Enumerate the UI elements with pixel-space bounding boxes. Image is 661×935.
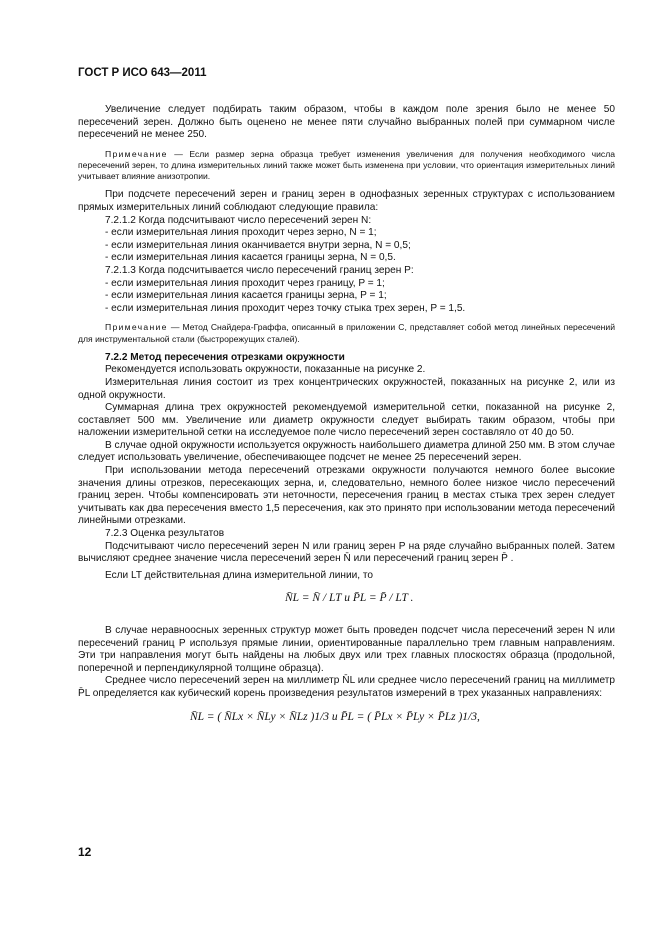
formula-2: N̄L = ( N̄Lx × N̄Ly × N̄Lz )1/3 и P̄L = ( P̄Lx × P̄Ly × P̄Lz )1/3, (190, 710, 480, 723)
paragraph: Если LT действительная длина измерительной линии, то (105, 569, 374, 581)
paragraph: Суммарная длина трех окружностей рекомендуемой измерительной сетки, показанной на рисунке 2, составляет 500 мм. Увеличение или диаметр окружности следует выбирать таким образом, чтобы при наложении измерительной сетки на исследуемое поле число пересечений зерен составляло от 40 до 50. (78, 402, 615, 439)
list-item: - если измерительная линия проходит через зерно, N = 1; (105, 227, 377, 239)
paragraph: В случае неравноосных зеренных структур может быть проведен подсчет числа пересечений зерен N или пересечений границ P используя прямые линии, ориентированные параллельно трем главным направлениям. Эти три направления могут быть найдены на любых двух или трех главных плоскостях образца (продольной, поперечной и перпендикулярной толщине образца). (78, 625, 615, 674)
section-heading: 7.2.1.3 Когда подсчитывается число пересечений границ зерен P: (105, 264, 414, 276)
paragraph: При использовании метода пересечений отрезками окружности получаются немного более высокие значения длины отрезков, пересекающих зерна, и, следовательно, немного более низкое число пересечений границ зерен. Чтобы компенсировать эти неточности, пересечения границ в местах стыка трех зерен следует учитывать как два пересечения вместо 1,5 пересечения, как это принято при использовании метода пересечений линейными отрезками. (78, 465, 615, 527)
note-label: Примечание (105, 148, 168, 159)
paragraph: При подсчете пересечений зерен и границ зерен в однофазных зеренных структурах с использованием прямых измерительных линий соблюдают следующие правила: (78, 189, 615, 213)
paragraph: Подсчитывают число пересечений зерен N или границ зерен P на ряде случайно выбранных полей. Затем вычисляют среднее значение числа пересечений зерен N̄ или пересечений границ зерен P̄ . (78, 540, 615, 565)
page-number: 12 (78, 845, 92, 859)
paragraph: Среднее число пересечений зерен на миллиметр N̄L или среднее число пересечений границ на миллиметр P̄L определяется как кубический корень произведения результатов измерений в трех указанных направлениях: (78, 675, 615, 699)
list-item: - если измерительная линия проходит через точку стыка трех зерен, P = 1,5. (105, 302, 466, 314)
note-label: Примечание (105, 322, 168, 333)
list-item: - если измерительная линия касается границы зерна, P = 1; (105, 290, 387, 302)
section-heading: 7.2.3 Оценка результатов (105, 528, 225, 540)
list-item: - если измерительная линия касается границы зерна, N = 0,5. (105, 252, 396, 264)
list-item: - если измерительная линия оканчивается внутри зерна, N = 0,5; (105, 239, 411, 251)
note-text: — Если размер зерна образца требует изменения увеличения для получения необходимого числа пересечений зерен, то длина измерительных линий также может быть изменена при условии, что ориентация измерительных линий учитывает влияние анизотропии. (78, 148, 615, 182)
paragraph: Увеличение следует подбирать таким образом, чтобы в каждом поле зрения было не менее 50 пересечений зерен. Должно быть оценено не менее пяти случайно выбранных полей при суммарном числе пересечений не менее 250. (78, 104, 615, 141)
note (78, 322, 615, 344)
formula-1: N̄L = N̄ / LT и P̄L = P̄ / LT . (285, 592, 414, 605)
paragraph: В случае одной окружности используется окружность наибольшего диаметра длиной 250 мм. В этом случае следует использовать увеличение, обеспечивающее подсчет не менее 25 пересечений зерен. (78, 439, 615, 464)
paragraph: Измерительная линия состоит из трех концентрических окружностей, показанных на рисунке 2, или из одной окружности. (78, 376, 615, 401)
section-heading: 7.2.2 Метод пересечения отрезками окружности (105, 351, 345, 363)
document-header: ГОСТ Р ИСО 643—2011 (78, 67, 207, 79)
section-heading: 7.2.1.2 Когда подсчитывают число пересечений зерен N: (105, 214, 372, 226)
note-text: — Метод Снайдера-Граффа, описанный в приложении С, представляет собой метод линейных пересечений для инструментальной стали (быстрорежущих сталей). (78, 322, 615, 344)
note (78, 149, 615, 183)
page-body (78, 104, 615, 723)
list-item: - если измерительная линия проходит через границу, P = 1; (105, 277, 385, 289)
paragraph: Рекомендуется использовать окружности, показанные на рисунке 2. (105, 364, 426, 376)
